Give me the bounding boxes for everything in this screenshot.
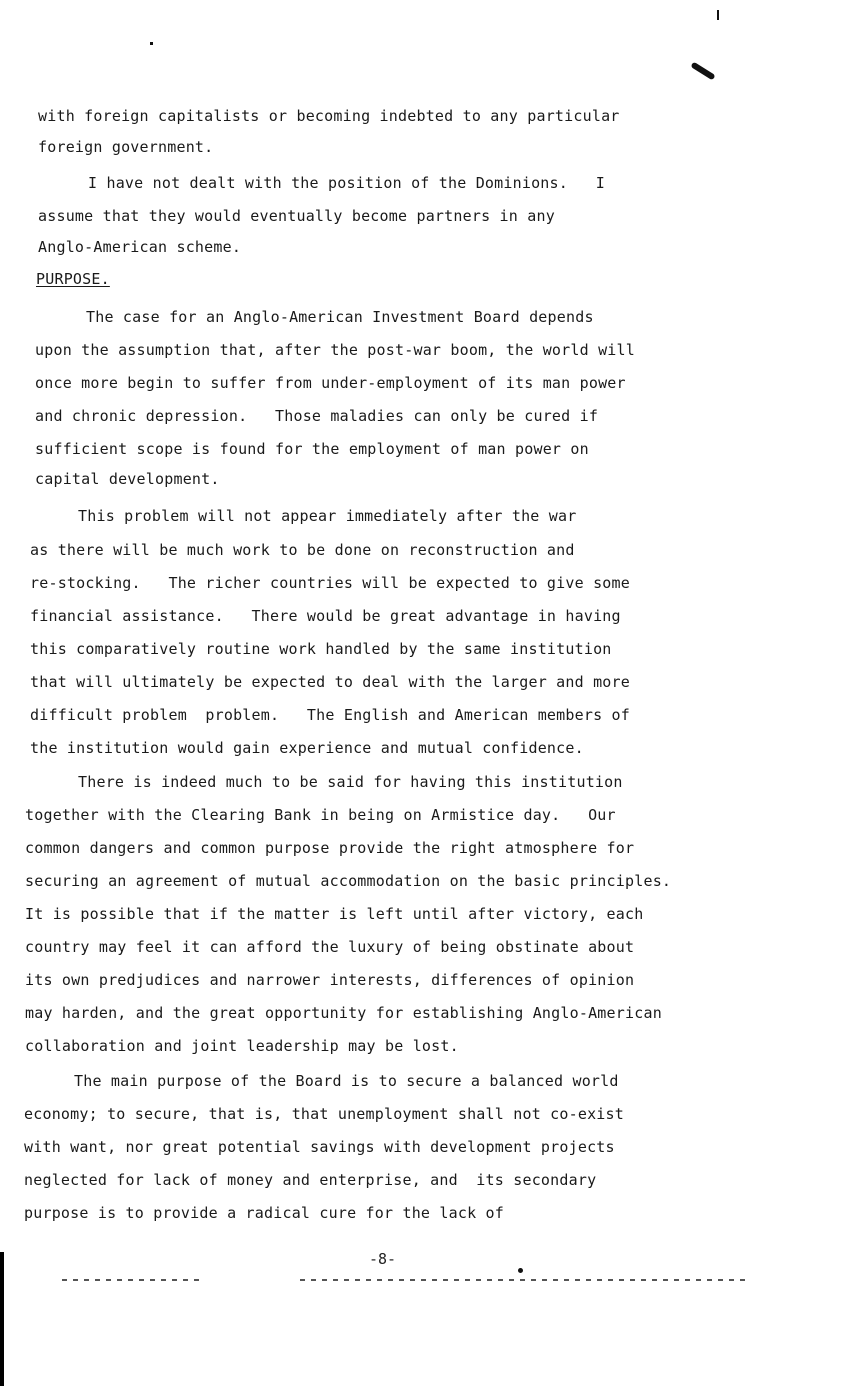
ink-mark (518, 1268, 523, 1273)
text-line: with want, nor great potential savings with development projects (24, 1138, 615, 1156)
text-line: The main purpose of the Board is to secure a balanced world (74, 1072, 619, 1090)
text-line: country may feel it can afford the luxury of being obstinate about (25, 938, 635, 956)
section-heading: PURPOSE. (36, 270, 110, 288)
text-line: sufficient scope is found for the employment of man power on (35, 440, 589, 458)
page-edge-shadow (0, 1252, 4, 1386)
text-line: as there will be much work to be done on reconstruction and (30, 541, 575, 559)
text-line: with foreign capitalists or becoming indebted to any particular (38, 107, 620, 125)
text-line: economy; to secure, that is, that unemployment shall not co-exist (24, 1105, 624, 1123)
text-line: Anglo-American scheme. (38, 238, 242, 256)
text-line: together with the Clearing Bank in being on Armistice day. Our (25, 806, 616, 824)
text-line: once more begin to suffer from under-employment of its man power (35, 374, 626, 392)
footer-scan-mark (62, 1279, 202, 1281)
text-line: its own predjudices and narrower interests, differences of opinion (25, 971, 635, 989)
footer-scan-mark (300, 1279, 750, 1281)
text-line: capital development. (35, 470, 220, 488)
text-line: financial assistance. There would be great advantage in having (30, 607, 621, 625)
text-line: collaboration and joint leadership may be lost. (25, 1037, 459, 1055)
text-line: There is indeed much to be said for having this institution (78, 773, 623, 791)
text-line: securing an agreement of mutual accommodation on the basic principles. (25, 872, 672, 890)
text-line: common dangers and common purpose provide the right atmosphere for (25, 839, 635, 857)
ink-mark (690, 62, 715, 81)
text-line: purpose is to provide a radical cure for the lack of (24, 1204, 504, 1222)
page-number: -8- (369, 1250, 397, 1268)
text-line: re-stocking. The richer countries will be expected to give some (30, 574, 630, 592)
text-line: This problem will not appear immediately after the war (78, 507, 577, 525)
text-line: may harden, and the great opportunity for establishing Anglo-American (25, 1004, 662, 1022)
text-line: the institution would gain experience and mutual confidence. (30, 739, 584, 757)
text-line: neglected for lack of money and enterprise, and its secondary (24, 1171, 597, 1189)
text-line: The case for an Anglo-American Investment Board depends (86, 308, 594, 326)
text-line: that will ultimately be expected to deal with the larger and more (30, 673, 630, 691)
text-line: this comparatively routine work handled by the same institution (30, 640, 612, 658)
text-line: difficult problem problem. The English and American members of (30, 706, 630, 724)
text-line: I have not dealt with the position of the Dominions. I (88, 174, 605, 192)
text-line: It is possible that if the matter is left until after victory, each (25, 905, 644, 923)
text-line: upon the assumption that, after the post-war boom, the world will (35, 341, 635, 359)
text-line: and chronic depression. Those maladies can only be cured if (35, 407, 599, 425)
text-line: foreign government. (38, 138, 214, 156)
ink-mark (717, 10, 719, 20)
text-line: assume that they would eventually become partners in any (38, 207, 555, 225)
ink-mark (150, 42, 153, 45)
